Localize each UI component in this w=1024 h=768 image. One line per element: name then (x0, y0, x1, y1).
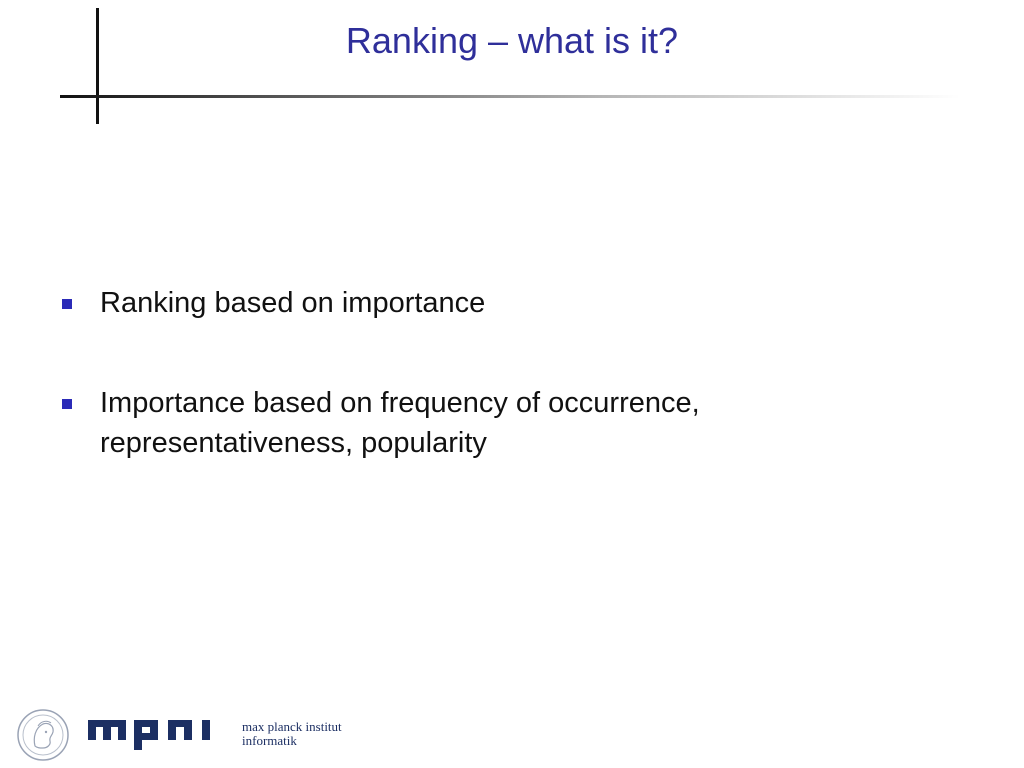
square-bullet-icon (62, 299, 72, 309)
bullet-text: Ranking based on importance (100, 287, 486, 319)
mpi-logo (16, 706, 376, 764)
bullet-list (62, 283, 962, 523)
bullet-item (62, 283, 962, 323)
mpi-wordmark-icon (88, 716, 234, 756)
slide-title: Ranking – what is it? (345, 20, 679, 61)
institute-line-1: max planck institut (242, 719, 342, 734)
bullet-item (62, 383, 962, 463)
vertical-rule (96, 8, 99, 124)
horizontal-rule (60, 95, 960, 98)
bullet-text: Importance based on frequency of occurrence, representativeness, popularity (100, 387, 700, 459)
minerva-seal-icon (16, 706, 70, 764)
institute-line-2: informatik (242, 733, 297, 748)
institute-name (242, 720, 342, 748)
square-bullet-icon (62, 399, 72, 409)
